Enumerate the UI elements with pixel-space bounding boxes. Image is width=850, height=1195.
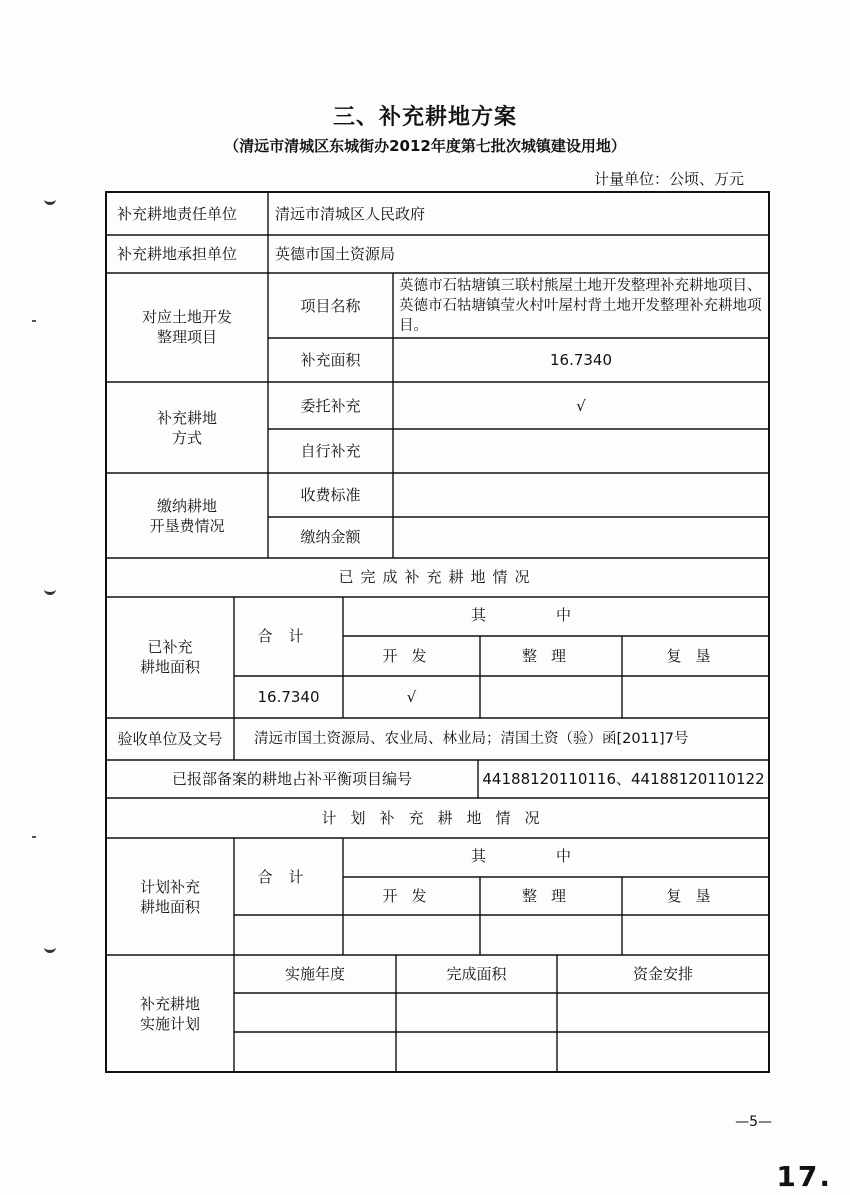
completed-section-header: 已完成补充耕地情况 [338, 568, 537, 586]
supplement-area-label: 补充面积 [300, 351, 361, 369]
responsible-unit-value: 清远市清城区人民政府 [275, 205, 426, 223]
entrusted-supplement-label: 委托补充 [300, 397, 361, 415]
plan-arrange-label: 整理 [521, 887, 580, 905]
project-group-label: 对应土地开发 整理项目 [141, 308, 232, 346]
document-title: 三、补充耕地方案 [332, 105, 517, 130]
document-subtitle: （清远市清城区东城街办2012年度第七批次城镇建设用地） [224, 137, 626, 155]
handwritten-page-stamp: 17. [776, 1160, 832, 1193]
completed-develop-value: √ [406, 688, 417, 706]
implementation-fund-label: 资金安排 [632, 965, 693, 983]
completed-total-label: 合计 [257, 627, 320, 645]
supplement-area-value: 16.7340 [549, 351, 613, 369]
plan-reclaim-label: 复垦 [666, 887, 725, 905]
completed-develop-label: 开发 [382, 647, 441, 665]
completed-arrange-label: 整理 [521, 647, 580, 665]
acceptance-value: 清远市国土资源局、农业局、林业局；清国土资（验）函[2011]7号 [254, 731, 689, 747]
reclamation-fee-label: 缴纳耕地 开垦费情况 [149, 497, 225, 535]
supplement-method-label: 补充耕地 方式 [156, 409, 217, 447]
record-number-value: 44188120110116、44188120110122 [482, 770, 765, 788]
self-supplement-label: 自行补充 [300, 442, 361, 460]
undertaking-unit-value: 英德市国土资源局 [275, 245, 396, 263]
responsible-unit-label: 补充耕地责任单位 [117, 205, 238, 223]
plan-area-label: 计划补充 耕地面积 [139, 878, 200, 916]
measurement-unit: 计量单位：公顷、万元 [593, 170, 744, 188]
completed-reclaim-label: 复垦 [666, 647, 725, 665]
acceptance-label: 验收单位及文号 [117, 730, 223, 748]
fee-amount-label: 缴纳金额 [300, 528, 361, 546]
implementation-area-label: 完成面积 [446, 965, 507, 983]
project-name-label: 项目名称 [300, 297, 361, 315]
completed-total-value: 16.7340 [257, 688, 320, 706]
record-number-label: 已报部备案的耕地占补平衡项目编号 [171, 770, 412, 788]
page-number: —5— [735, 1114, 772, 1130]
undertaking-unit-label: 补充耕地承担单位 [117, 245, 238, 263]
implementation-year-label: 实施年度 [284, 965, 345, 983]
plan-section-header: 计划补充耕地情况 [321, 809, 554, 827]
plan-total-label: 合计 [257, 868, 320, 886]
plan-develop-label: 开发 [382, 887, 441, 905]
plan-among-label: 其中 [470, 847, 641, 865]
completed-among-label: 其中 [470, 606, 641, 624]
completed-area-label: 已补充 耕地面积 [139, 638, 200, 676]
entrusted-supplement-value: √ [576, 397, 586, 415]
implementation-plan-label: 补充耕地 实施计划 [139, 995, 200, 1033]
project-name-value: 英德市石牯塘镇三联村熊屋土地开发整理补充耕地项目、英德市石牯塘镇莹火村叶屋村背土地开发整理补充耕地项目。 [399, 278, 762, 334]
fee-standard-label: 收费标准 [300, 486, 361, 504]
